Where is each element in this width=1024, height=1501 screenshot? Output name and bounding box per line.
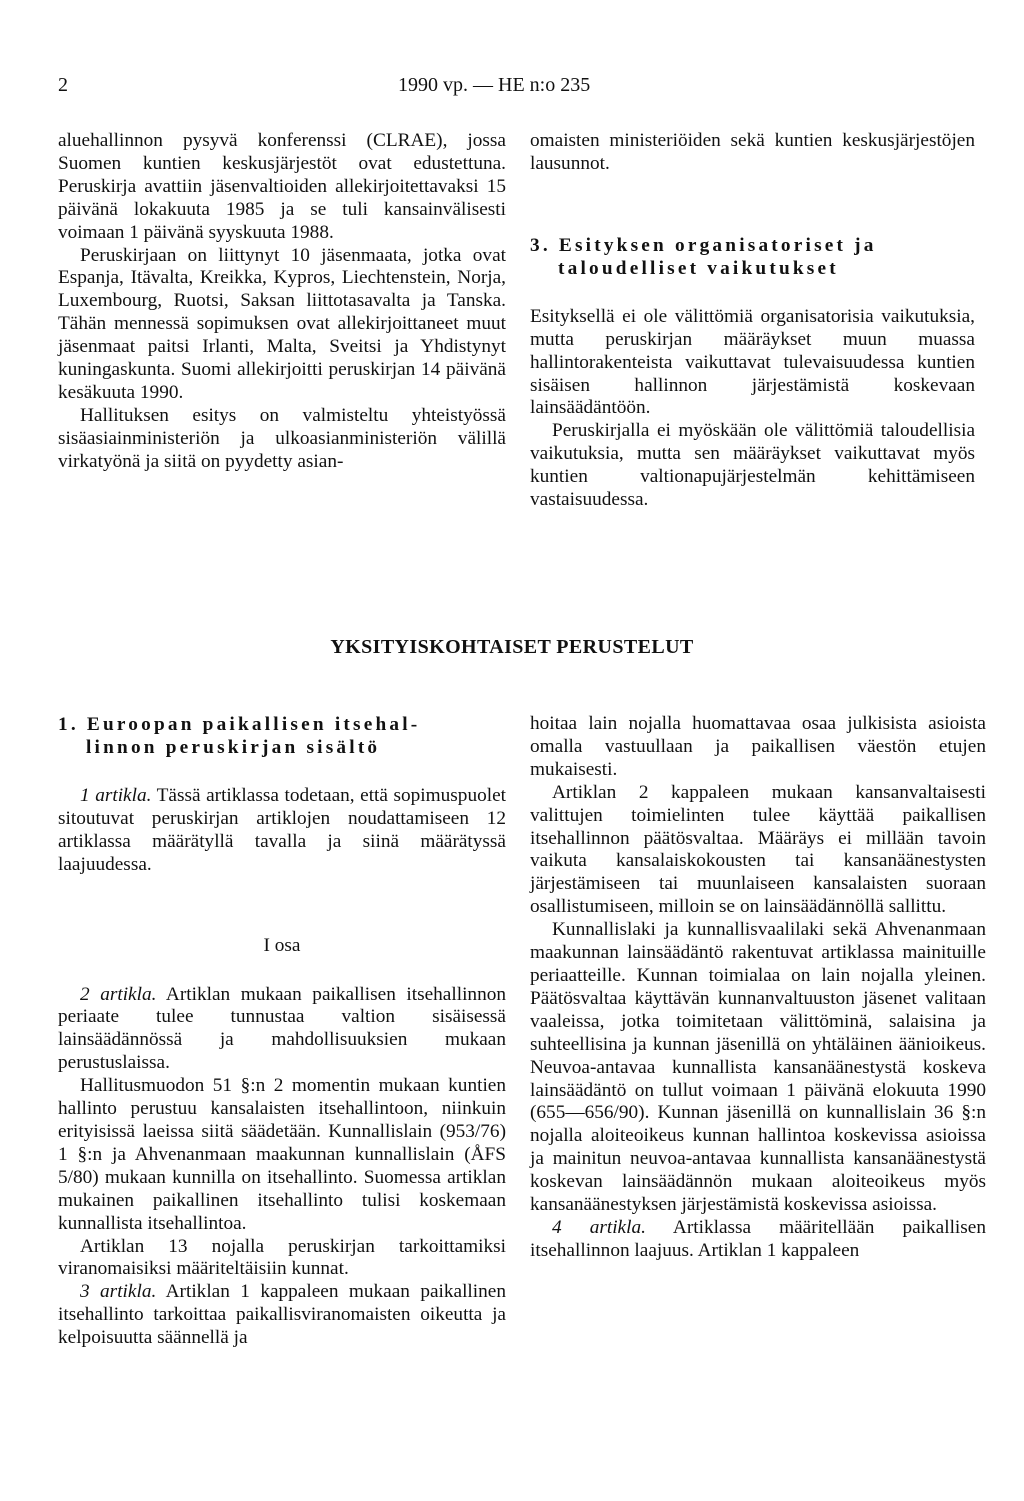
article-1-paragraph (58, 785, 506, 877)
paragraph: Peruskirjalla ei myöskään ole välittömiä taloudellisia vaikutuksia, mutta sen määräykset vaikuttavat myös kuntien valtionapujärjestelmän kehittämiseen vastaisuudessa. (530, 420, 975, 511)
article-label: 3 artikla. (80, 1281, 157, 1303)
paragraph: Artiklan 2 kappaleen mukaan kansanvaltaisesti valittujen toimielinten tulee käyttää paikallisen itsehallinnon päätösvaltaa. Määräys ei millään tavoin vaikuta kansalaiskokousten tai kansanäänestysten järjestämiseen tai muunlaiseen kansalaisten suoraan osallistumiseen, milloin se on lainsäädännöllä sallittu. (530, 781, 986, 918)
paragraph: hoitaa lain nojalla huomattavaa osaa julkisista asioista omalla vastuullaan ja paikallisen väestön etujen mukaisesti. (530, 713, 986, 780)
paragraph: Hallituksen esitys on valmisteltu yhteistyössä sisäasiainministeriön ja ulkoasianministeriön välillä virkatyönä ja siitä on pyydetty asian- (58, 404, 506, 472)
section-heading-3 (530, 234, 975, 280)
article-label: 1 artikla. (80, 785, 152, 806)
top-right-column (530, 130, 975, 512)
section-heading-line: 3. Esityksen organisatoriset ja (530, 234, 877, 256)
article-text: Artiklan 1 kappaleen mukaan paikallinen itsehallinto tarkoittaa paikallisviranomaisten oikeutta ja kelpoisuutta säännellä ja (58, 1281, 506, 1349)
section-heading-line: 1. Euroopan paikallisen itsehal- (58, 714, 421, 735)
paragraph: Peruskirjaan on liittynyt 10 jäsenmaata, jotka ovat Espanja, Itävalta, Kreikka, Kypros, Liechtenstein, Norja, Luxembourg, Ruotsi, Saksan liittotasavalta ja Tanska. Tähän mennessä sopimuksen ovat allekirjoittaneet muut jäsenmaat paitsi Irlanti, Malta, Sveitsi ja Yhdistynyt kuningaskunta. Suomi allekirjoitti peruskirjan 14 päivänä kesäkuuta 1990. (58, 244, 506, 403)
article-text: Tässä artiklassa todetaan, että sopimuspuolet sitoutuvat peruskirjan artiklojen noudattamiseen 12 artiklassa määrätyllä tavalla ja siinä määrätyssä laajuudessa. (58, 785, 506, 875)
section-heading-line: taloudelliset vaikutukset (558, 257, 839, 279)
article-text: Artiklan mukaan paikallisen itsehallinnon periaate tulee tunnustaa valtion sisäisessä lainsäädännössä ja mahdollisuuksien mukaan perustuslaissa. (58, 983, 506, 1074)
paragraph: Hallitusmuodon 51 §:n 2 momentin mukaan kuntien hallinto perustuu kansalaisten itsehallintoon, niinkuin erityisissä laeissa siitä säädetään. Kunnallislain (953/76) 1 §:n ja Ahvenanmaan maakunnan kunnallislain (ÅFS 5/80) mukaan kunnilla on itsehallinto. Suomessa artiklan mukainen paikallinen itsehallinto tulisi koskemaan kunnallista itsehallintoa. (58, 1075, 506, 1234)
top-left-column (58, 130, 506, 474)
article-2-paragraph (58, 984, 506, 1076)
article-3-paragraph (58, 1281, 506, 1350)
paragraph: Esityksellä ei ole välittömiä organisatorisia vaikutuksia, mutta peruskirjan määräykset muun muassa hallintorakenteista vaikuttavat tulevaisuudessa kuntien sisäisen hallinnon järjestämistä koskevaan lainsäädäntöön. (530, 305, 975, 419)
article-4-paragraph (530, 1217, 986, 1263)
main-heading: YKSITYISKOHTAISET PERUSTELUT (330, 636, 694, 658)
section-heading-1 (58, 713, 506, 759)
running-head: 1990 vp. — HE n:o 235 (398, 74, 591, 96)
section-heading-line: linnon peruskirjan sisältö (86, 737, 381, 758)
article-label: 2 artikla. (80, 983, 157, 1005)
article-text: Artiklassa määritellään paikallisen itsehallinnon laajuus. Artiklan 1 kappaleen (530, 1216, 986, 1261)
page-number: 2 (58, 74, 68, 96)
paragraph: Kunnallislaki ja kunnallisvaalilaki sekä Ahvenanmaan maakunnan lainsäädäntö rakentuvat artiklassa mainituille periaatteille. Kunnan toimialaa on lain nojalla yleinen. Päätösvaltaa käyttävän kunnanvaltuuston jäsenet valitaan vaaleissa, jotka toimitetaan välittöminä, salaisina ja suhteellisina ja kunnan jäsenillä on yhtäläinen äänioikeus. Neuvoa-antavaa kunnallista kansanäänestystä koskeva lainsäädäntö on tullut voimaan 1 päivänä elokuuta 1990 (655—656/90). Kunnan jäsenillä on kunnallislain 36 §:n nojalla aloiteoikeus kunnan hallintoa koskevissa asioissa ja mainitun neuvoa-antavaa kunnallista kansanäänestystä koskevan lainsäädännön mukaan aloiteoikeus myös kansanäänestyksen järjestämistä koskevissa asioissa. (530, 919, 986, 1216)
part-title: I osa (263, 934, 301, 956)
bottom-right-column (530, 713, 986, 1263)
paragraph: omaisten ministeriöiden sekä kuntien keskusjärjestöjen lausunnot. (530, 130, 975, 174)
article-label: 4 artikla. (552, 1216, 646, 1238)
bottom-left-column (58, 713, 506, 1350)
paragraph: Artiklan 13 nojalla peruskirjan tarkoittamiksi viranomaisiksi määriteltäisiin kunnat. (58, 1235, 506, 1280)
paragraph: aluehallinnon pysyvä konferenssi (CLRAE), jossa Suomen kuntien keskusjärjestöt ovat edustettuna. Peruskirja avattiin jäsenvaltioiden allekirjoitettavaksi 15 päivänä lokakuuta 1985 ja se tuli kansainvälisesti voimaan 1 päivänä syyskuuta 1988. (58, 130, 506, 243)
